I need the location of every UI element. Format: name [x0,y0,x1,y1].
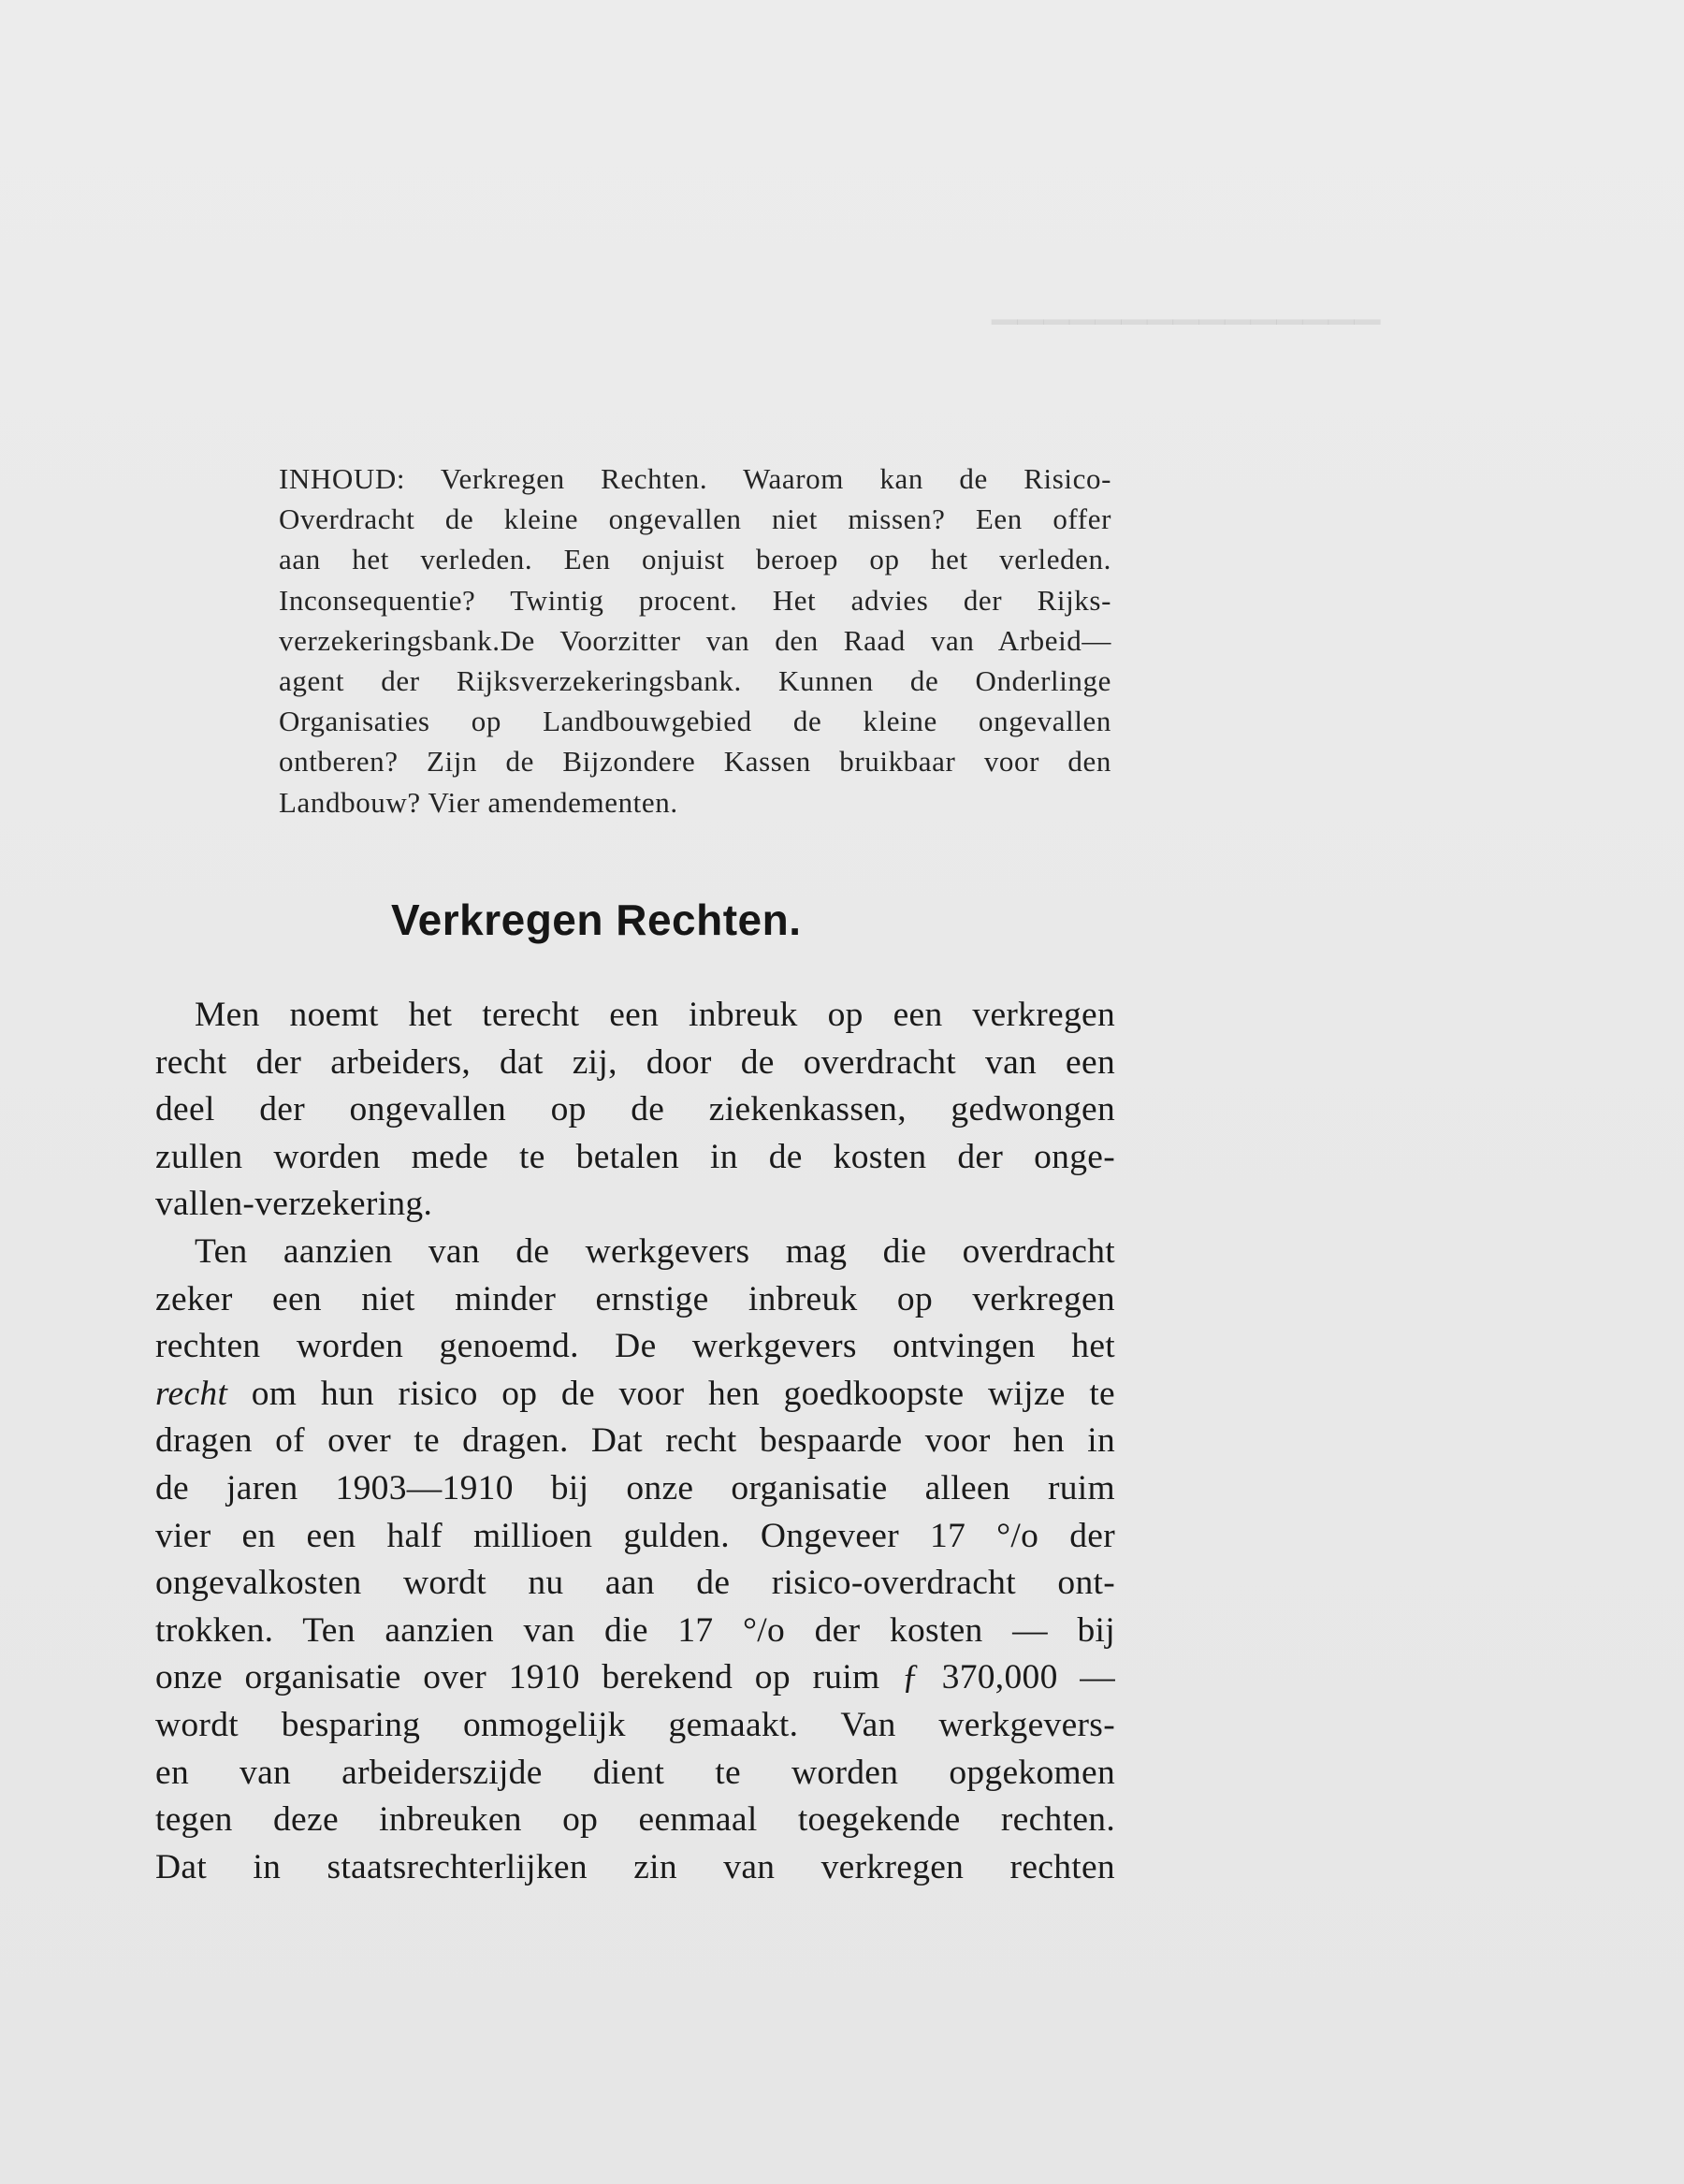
paragraph-line [155,1371,1115,1419]
paragraph-line: dragen of over te dragen. Dat recht bespaarde voor hen in [155,1421,1115,1461]
body-text [155,992,1115,1891]
paragraph-line: Ten aanzien van de werkgevers mag die overdracht [195,1231,1115,1271]
paragraph-line: rechten worden genoemd. De werkgevers ontvingen het [155,1327,1115,1366]
paragraph-line: zeker een niet minder ernstige inbreuk op verkregen [155,1279,1115,1318]
summary-line: Inconsequentie? Twintig procent. Het advies der Rijks- [279,583,1111,617]
paragraph-line: Dat in staatsrechterlijken zin van verkregen rechten [155,1847,1115,1886]
line-remainder: om hun risico op de voor hen goedkoopste wijze te [227,1374,1115,1413]
paragraph-line: en van arbeiderszijde dient te worden opgekomen [155,1753,1115,1792]
summary-line: agent der Rijksverzekeringsbank. Kunnen de Onderlinge [279,664,1111,698]
summary-line: Landbouw? Vier amendementen. [279,785,678,819]
summary-line: aan het verleden. Een onjuist beroep op het verleden. [279,543,1111,576]
paragraph-line: zullen worden mede te betalen in de kosten der onge- [155,1137,1115,1176]
summary-line: INHOUD: Verkregen Rechten. Waarom kan de Risico- [279,462,1111,495]
paragraph-line: de jaren 1903—1910 bij onze organisatie alleen ruim [155,1468,1115,1507]
paragraph-1 [155,992,1115,1229]
paragraph-line: vallen-verzekering. [155,1185,433,1224]
bleed-through-text: ▁▁▁▁▁▁▁▁▁▁▁▁▁▁▁ [992,286,1381,324]
paragraph-line: recht der arbeiders, dat zij, door de overdracht van een [155,1042,1115,1082]
paragraph-line: ongevalkosten wordt nu aan de risico-overdracht ont- [155,1564,1115,1603]
summary-line: ontberen? Zijn de Bijzondere Kassen bruikbaar voor den [279,745,1111,779]
paragraph-line: vier en een half millioen gulden. Ongeveer 17 °/o der [155,1516,1115,1555]
table-of-contents-summary [279,459,1111,823]
paragraph-2 [155,1229,1115,1891]
section-title: Verkregen Rechten. [391,895,802,944]
emphasis-text: recht [155,1374,228,1413]
paragraph-line: wordt besparing onmogelijk gemaakt. Van werkgevers- [155,1705,1115,1744]
summary-line: Overdracht de kleine ongevallen niet missen? Een offer [279,502,1111,536]
paragraph-line: deel der ongevallen op de ziekenkassen, gedwongen [155,1090,1115,1129]
summary-line: verzekeringsbank.De Voorzitter van den Raad van Arbeid— [279,623,1111,657]
paragraph-line: tegen deze inbreuken op eenmaal toegekende rechten. [155,1800,1115,1840]
summary-line: Organisaties op Landbouwgebied de kleine ongevallen [279,705,1111,738]
paragraph-line: Men noemt het terecht een inbreuk op een verkregen [195,996,1115,1034]
paragraph-line: onze organisatie over 1910 berekend op ruim ƒ 370,000 — [155,1658,1115,1697]
paragraph-line: trokken. Ten aanzien van die 17 °/o der kosten — bij [155,1610,1115,1650]
